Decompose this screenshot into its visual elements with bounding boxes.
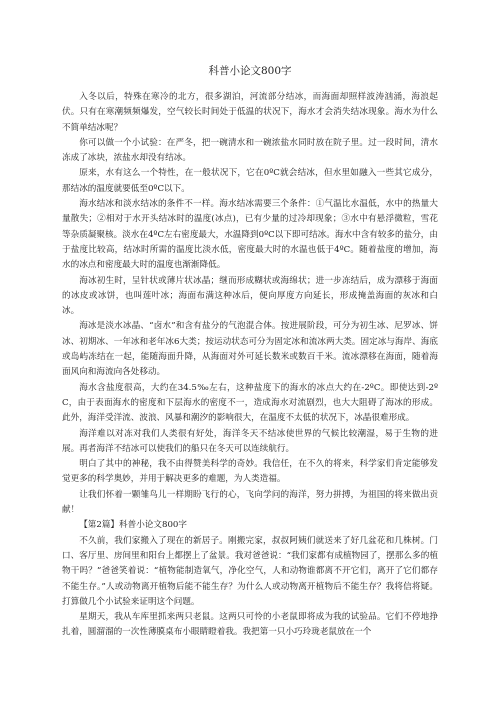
section-2-paragraph-1: 不久前，我们家搬入了现在的新居子。刚搬完家，叔叔阿姨们就送来了好几盆花和几株树。门口、客厅里、房间里和阳台上都摆上了盆景。我对爸爸说：“我们家都有成植物园了，摆那么多的植物干吗？”爸爸笑着说：“植物能制造氧气，净化空气，人和动物谁都离不开它们，离开了它们都存不能生存。”人或动物离开植物后能不能生存？为什么人或动物离开植物后不能生存？我将信将疑。打算做几个小试验来证明这个问题。: [62, 535, 438, 607]
section-2-heading: 【第2篇】科普小论文800字: [79, 520, 187, 531]
paragraph-9: 明白了其中的神秘，我不由得赞美科学的奇妙。我信任，在不久的将来，科学家们肯定能够发觉更多的科学奥妙，并用于解决更多的难题，为人类造福。: [62, 459, 438, 485]
paragraph-7: 海水含盐度很高，大约在34.5‰左右，这种盐度下的海水的冰点大约在-2ºC。即使达到-2ºC，由于表面海水的密度和下层海水的密度不一，造成海水对流剧烈，也大大阻碍了海冰的形成。此外，海洋受洋流、波浪、风暴和潮汐的影响很大，在温度不太低的状况下，冰晶很难形成。: [62, 382, 438, 424]
paragraph-10: 让我们怀着一颗雏鸟儿一样期盼飞行的心，飞向学问的海洋，努力拼搏，为祖国的将来做出贡献！: [62, 489, 438, 516]
paragraph-2: 你可以做一个小试验：在严冬，把一碗清水和一碗浓盐水同时放在院子里。过一段时间，清水冻成了冰块，浓盐水却没有结冰。: [62, 137, 438, 164]
paragraph-5: 海冰初生时，呈针状或薄片状冰晶；继而形成糊状或海绵状；进一步冻结后，成为漂移于海面的冰皮或冰饼，也叫莲叶冰；海面布满这种冰后，便向厚度方向延长，形成掩盖海面的灰冰和白冰。: [62, 275, 438, 317]
paragraph-4: 海水结冰和淡水结冰的条件不一样。海水结冰需要三个条件：①气温比水温低，水中的热量大量散失；②相对于水开头结冰时的温度(冰点)，已有少量的过冷却现象；③水中有悬浮微粒，雪花等杂质凝聚核。淡水在4ºC左右密度最大，水温降到0ºC以下即可结冰。海水中含有较多的盐分，由于盐度比较高，结冰时所需的温度比淡水低，密度最大时的水温也低于4ºC。随着盐度的增加，海水的冰点和密度最大时的温度也渐渐降低。: [62, 199, 438, 271]
section-2-paragraph-2: 星期天，我从车库里抓来两只老鼠。这两只可怜的小老鼠即将成为我的试验品。它们不停地挣扎着，圆溜溜的一次性薄膜桌布小眼睛瞪着我。我把第一只小巧玲珑老鼠放在一个: [62, 612, 438, 638]
document-title: 科普小论文800字: [208, 65, 292, 77]
paragraph-3: 原来，水有这么一个特性，在一般状况下，它在0ºC就会结冰，但水里如融入一些其它成分，那结冰的温度就要低至0ºC以下。: [62, 168, 438, 194]
paragraph-8: 海洋难以对冻对我们人类很有好处，海洋冬天不结冰使世界的气候比较潮湿，易于生物的进展。再者海洋不结冰可以使我们的船只在冬天可以连续航行。: [62, 428, 438, 454]
paragraph-6: 海冰是淡水冰晶、“卤水”和含有盐分的气泡混合体。按进展阶段，可分为初生冰、尼罗冰、饼冰、初期冰、一年冰和老年冰6大类；按运动状态可分为固定冰和流冰两大类。固定冰与海岸、海底或岛屿冻结在一起，能随海面升降，从海面对外可延长数米或数百千米。流冰漂移在海面，随着海面风向和海流向各处移动。: [62, 321, 438, 378]
paragraph-1: 入冬以后，特殊在寒冷的北方，很多湖泊，河流部分结冰，而海面却照样波涛汹涌，海浪起伏。只有在寒潮频频爆发，空气较长时间处于低温的状况下，海水才会消失结冰现象。海水为什么不简单结冰呢？: [62, 92, 438, 133]
